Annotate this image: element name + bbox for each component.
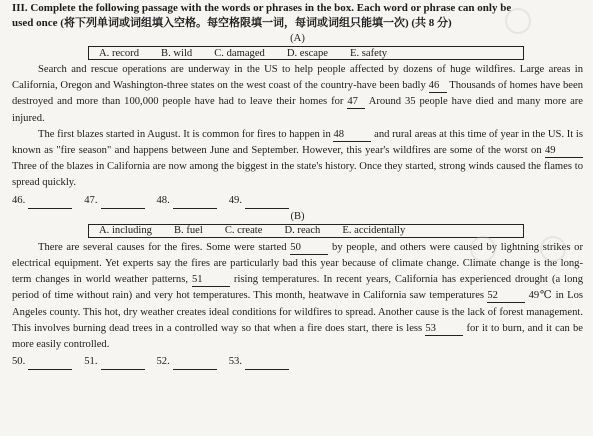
word-option: B. wild	[161, 47, 193, 59]
blank-52[interactable]: 52	[487, 290, 525, 303]
watermark-circle	[470, 236, 496, 262]
section-a-paragraph-1	[12, 62, 583, 127]
answer-line[interactable]	[28, 197, 72, 209]
word-option: D. reach	[284, 225, 321, 237]
section-a-word-box	[88, 46, 524, 60]
blank-49[interactable]: 49	[545, 145, 583, 158]
word-option: C. damaged	[214, 47, 265, 59]
word-option: C. create	[224, 225, 263, 237]
word-option: E. safety	[350, 47, 388, 59]
word-option: B. fuel	[173, 225, 203, 237]
section-b-answer-lines	[12, 354, 583, 370]
blank-47[interactable]: 47	[347, 96, 365, 109]
answer-slot	[84, 193, 144, 209]
instructions-line1: III. Complete the following passage with the words or phrases in the box. Each word or phrase can only be	[12, 2, 512, 14]
blank-46[interactable]: 46	[429, 80, 447, 93]
instructions-line2: used once (将下列单词或词组填入空格。每空格限填一词，每词或词组只能填一次) (共 8 分)	[12, 17, 452, 29]
answer-number: 47.	[84, 194, 98, 206]
answer-slot	[84, 354, 144, 370]
answer-line[interactable]	[173, 197, 217, 209]
answer-line[interactable]	[101, 358, 145, 370]
word-option: E. accidentally	[342, 225, 406, 237]
instructions	[12, 1, 583, 31]
answer-slot	[12, 193, 72, 209]
passage-text: rising temperatures. In recent years, California has experienced drought (a long period of time without rain) and very hot temperatures. This month, heatwave in California saw temperatures	[12, 274, 583, 302]
passage-text: Three of the blazes in California are now among the biggest in the state's history. Once they started, strong winds caused the flames to spread quickly.	[12, 161, 583, 189]
watermark-circle	[540, 236, 566, 262]
passage-text: for it to burn, and it can be more easily controlled.	[12, 322, 583, 351]
passage-text: Thousands of homes have been destroyed and more than 100,000 people have had to leave their homes for	[12, 80, 583, 108]
answer-number: 49.	[228, 194, 242, 206]
section-b-word-box	[88, 224, 524, 238]
answer-number: 50.	[12, 356, 26, 368]
passage-text: by people, and others were caused by lightning strikes or electrical equipment. Yet experts say the fires are particularly bad this year because of climate change. Climate change is the long-term changes in world weather patterns,	[12, 241, 583, 286]
answer-line[interactable]	[173, 358, 217, 370]
passage-text: The first blazes started in August. It is common for fires to happen in	[38, 128, 334, 140]
passage-text: and rural areas at this time of year in the US. It is known as "fire season" and happens between June and September. However, this year's wildfires are some of the worst on	[12, 128, 583, 157]
passage-text: 49℃ in Los Angeles county. This hot, dry weather creates ideal conditions for wildfires to spread. Another cause is the lack of forest management. This involves burning dead trees in a controlled way so that when a fire does start, there is less	[12, 290, 583, 334]
blank-51[interactable]: 51	[192, 274, 230, 287]
answer-line[interactable]	[101, 197, 145, 209]
word-option: A. including	[99, 225, 152, 237]
passage-text: Around 35 people have died and many more are injured.	[12, 96, 584, 124]
answer-line[interactable]	[245, 358, 289, 370]
answer-number: 53.	[228, 356, 242, 368]
section-b-label: (B)	[290, 210, 305, 222]
blank-50[interactable]: 50	[290, 242, 328, 255]
passage-text: There are several causes for the fires. Some were started	[38, 241, 291, 253]
answer-slot	[157, 354, 217, 370]
answer-number: 51.	[84, 356, 98, 368]
answer-slot	[157, 193, 217, 209]
word-option: D. escape	[286, 47, 329, 59]
answer-slot	[229, 193, 289, 209]
section-a-label: (A)	[290, 33, 305, 44]
answer-number: 52.	[156, 356, 170, 368]
word-option: A. record	[99, 47, 140, 59]
answer-slot	[229, 354, 289, 370]
blank-48[interactable]: 48	[333, 129, 371, 142]
passage-text: Search and rescue operations are underway in the US to help people affected by dozens of huge wildfires. Large areas in California, Oregon and Washington-three states on the west coast of the country-have been badly	[12, 64, 583, 92]
section-b-paragraph-1	[12, 240, 583, 353]
section-a-answer-lines	[12, 193, 583, 209]
answer-number: 48.	[156, 194, 170, 206]
answer-number: 46.	[12, 194, 26, 206]
answer-slot	[12, 354, 72, 370]
answer-line[interactable]	[28, 358, 72, 370]
watermark-circle	[505, 8, 531, 34]
section-a-paragraph-2	[12, 127, 583, 192]
blank-53[interactable]: 53	[425, 323, 463, 336]
answer-line[interactable]	[245, 197, 289, 209]
